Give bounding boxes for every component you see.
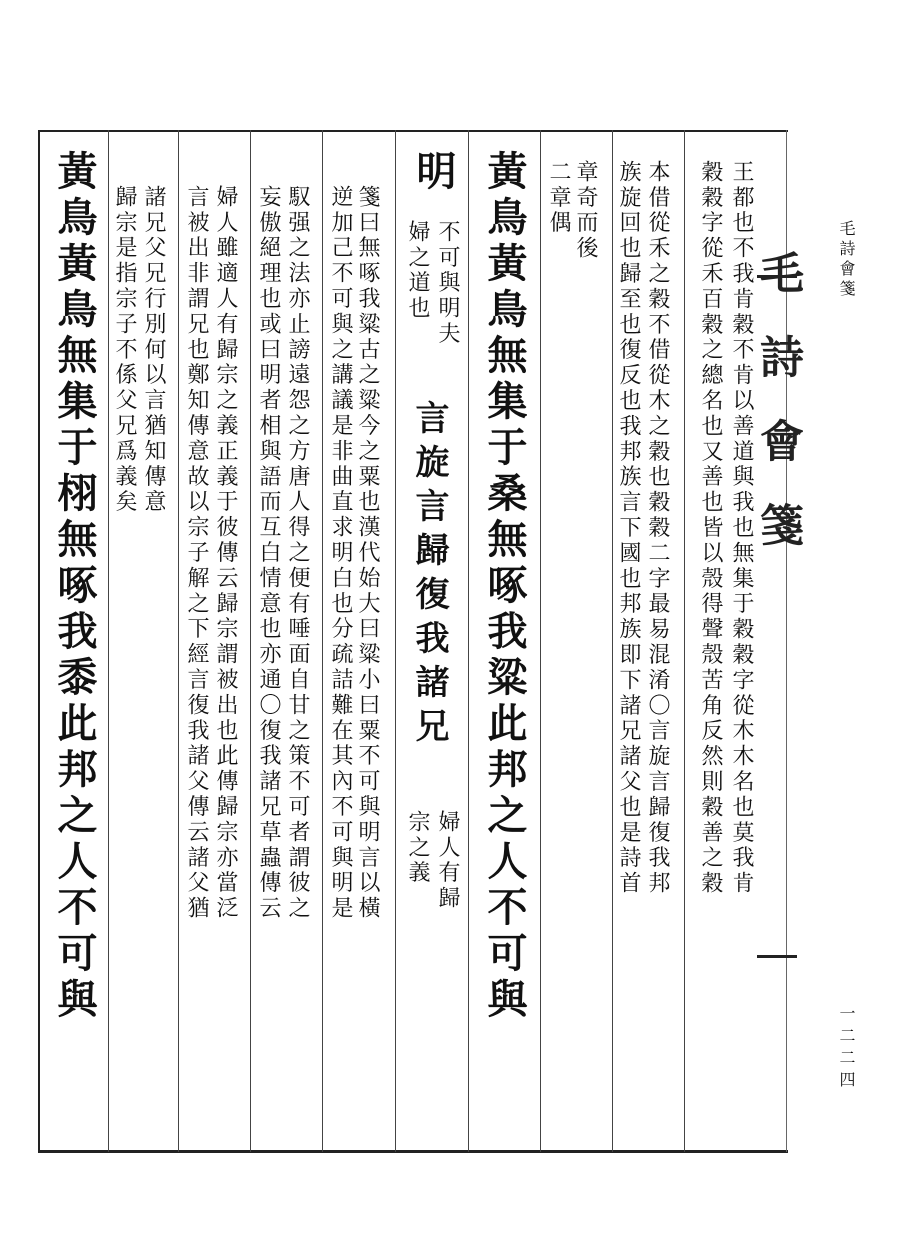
column-divider: [395, 130, 396, 1152]
commentary-column: 二章偶: [546, 160, 571, 237]
frame-top-rule: [38, 130, 788, 132]
commentary-column: 馭强之法亦止謗遠怨之方唐人得之便有唾面自甘之策不可者謂彼之: [285, 185, 310, 922]
verse-column: 明: [410, 150, 457, 196]
column-divider: [684, 130, 685, 1152]
commentary-column: 章奇而後: [573, 160, 598, 262]
frame-left-rule: [38, 130, 40, 1152]
commentary-column: 言被出非謂兄也鄭知傳意故以宗子解之下經言復我諸父傳云諸父猶: [184, 185, 209, 922]
column-divider: [108, 130, 109, 1152]
column-divider: [250, 130, 251, 1152]
column-divider: [178, 130, 179, 1152]
commentary-column: 婦人雖適人有歸宗之義正義于彼傳云歸宗謂被出也此傳歸宗亦當泛: [213, 185, 238, 922]
running-title: 毛詩會箋: [837, 220, 856, 300]
page-number: 一二二四: [837, 1005, 856, 1093]
commentary-column: 族旋回也歸至也復反也我邦族言下國也邦族即下諸兄諸父也是詩首: [616, 160, 641, 897]
header-title: 毛詩會箋: [752, 250, 803, 586]
column-divider: [612, 130, 613, 1152]
column-divider: [322, 130, 323, 1152]
commentary-column: 穀穀字從禾百穀之總名也又善也皆以殼得聲殼苦角反然則穀善之穀: [698, 160, 723, 897]
header-rule: [757, 955, 797, 958]
verse-column: 黃鳥黃鳥無集于栩無啄我黍此邦之人不可與: [51, 150, 98, 1024]
gloss-column: 宗之義: [405, 810, 430, 887]
commentary-column: 歸宗是指宗子不係父兄爲義矣: [112, 185, 137, 516]
commentary-column: 本借從禾之穀不借從木之穀也穀穀二字最易混淆〇言旋言歸復我邦: [645, 160, 670, 897]
commentary-column: 王都也不我肯穀不肯以善道與我也無集于穀穀字從木木名也莫我肯: [729, 160, 754, 897]
verse-column: 言旋言歸復我諸兄: [409, 400, 449, 752]
commentary-column: 逆加己不可與之講議是非曲直求明白也分疏詰難在其內不可與明是: [328, 185, 353, 922]
column-divider: [468, 130, 469, 1152]
frame-bottom-rule: [38, 1150, 788, 1153]
commentary-column: 諸兄父兄行別何以言猶知傳意: [141, 185, 166, 516]
column-divider: [540, 130, 541, 1152]
gloss-column: 不可與明夫: [435, 220, 460, 347]
gloss-column: 婦之道也: [405, 220, 430, 322]
gloss-column: 婦人有歸: [435, 810, 460, 912]
commentary-column: 妄傲絕理也或曰明者相與語而互白情意也亦通〇復我諸兄草蟲傳云: [256, 185, 281, 922]
commentary-column: 箋曰無啄我粱古之粱今之粟也漢代始大曰粱小曰粟不可與明言以橫: [355, 185, 380, 922]
verse-column: 黃鳥黃鳥無集于桑無啄我粱此邦之人不可與: [481, 150, 528, 1024]
